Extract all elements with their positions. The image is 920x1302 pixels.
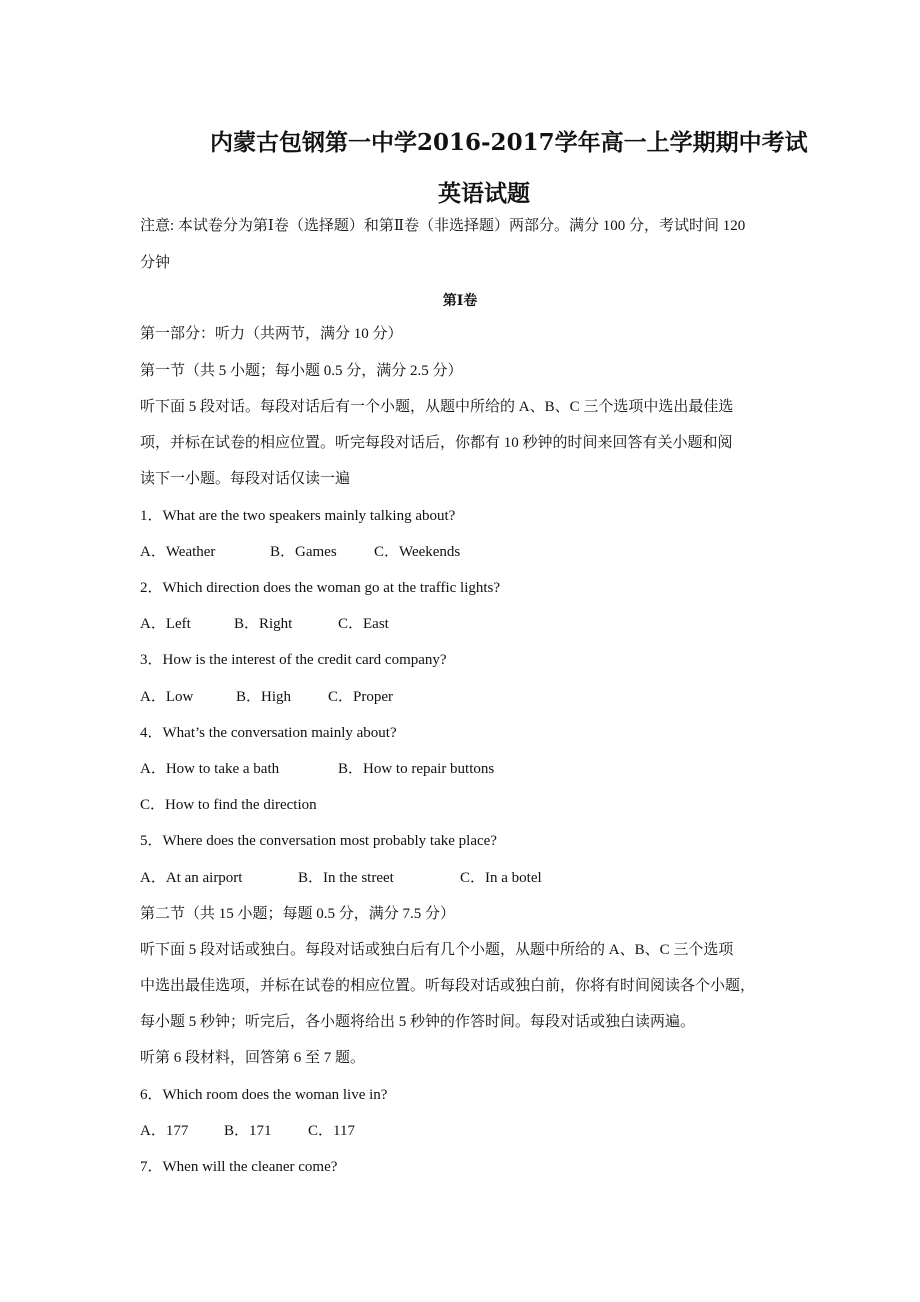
question-1-options [140, 542, 460, 562]
option-a: A．Left [140, 616, 191, 632]
section1-instructions-3: 读下一小题。每段对话仅读一遍 [140, 471, 351, 487]
question-4-options-ab [140, 759, 494, 779]
section2-instructions-2: 中选出最佳选项，并标在试卷的相应位置。听每段对话或独白前，你将有时间阅读各个小题， [140, 978, 756, 994]
section1-instructions-1: 听下面 5 段对话。每段对话后有一个小题，从题中所给的 A、B、C 三个选项中选出最佳选 [140, 399, 734, 415]
option-b: B．High [236, 689, 292, 705]
notice-line-1: 注意: 本试卷分为第Ⅰ卷（选择题）和第Ⅱ卷（非选择题）两部分。满分 100 分，考试时间 120 [140, 218, 746, 234]
question-7-stem: 7．When will the cleaner come? [140, 1159, 338, 1175]
section2-instructions-3: 每小题 5 秒钟；听完后，各小题将给出 5 秒钟的作答时间。每段对话或独白读两遍。 [140, 1014, 696, 1030]
question-5-options [140, 868, 542, 888]
material-6-label: 听第 6 段材料，回答第 6 至 7 题。 [140, 1050, 366, 1066]
part1-heading: 第一部分：听力（共两节，满分 10 分） [140, 326, 403, 342]
question-2-options [140, 614, 389, 634]
question-2-stem: 2．Which direction does the woman go at the traffic lights? [140, 580, 501, 596]
question-4-option-c: C．How to find the direction [140, 797, 317, 813]
option-b: B．How to repair buttons [338, 761, 495, 777]
volume-label: 第Ⅰ卷 [442, 293, 478, 309]
section1-heading: 第一节（共 5 小题；每小题 0.5 分，满分 2.5 分） [140, 363, 463, 379]
option-a: A．Low [140, 689, 194, 705]
option-a: A．How to take a bath [140, 761, 280, 777]
question-4-stem: 4．What’s the conversation mainly about? [140, 725, 397, 741]
option-a: A．Weather [140, 544, 216, 560]
question-1-stem: 1．What are the two speakers mainly talking about? [140, 508, 456, 524]
question-6-stem: 6．Which room does the woman live in? [140, 1087, 388, 1103]
question-5-stem: 5．Where does the conversation most probably take place? [140, 833, 497, 849]
section2-instructions-1: 听下面 5 段对话或独白。每段对话或独白后有几个小题，从题中所给的 A、B、C 三个选项 [140, 942, 734, 958]
notice-line-2: 分钟 [140, 255, 171, 271]
section1-instructions-2: 项，并标在试卷的相应位置。听完每段对话后，你都有 10 秒钟的时间来回答有关小题和阅 [140, 435, 733, 451]
option-b: B．Right [234, 616, 293, 632]
question-6-options [140, 1121, 355, 1141]
exam-title: 内蒙古包钢第一中学2016-2017学年高一上学期期中考试 [210, 129, 808, 156]
question-3-options [140, 687, 393, 707]
option-c: C．In a botel [460, 870, 542, 886]
option-b: B．Games [270, 544, 337, 560]
exam-subtitle: 英语试题 [438, 180, 530, 207]
option-c: C．Weekends [374, 544, 461, 560]
option-a: A．177 [140, 1123, 189, 1139]
question-3-stem: 3．How is the interest of the credit card company? [140, 652, 447, 668]
option-b: B．171 [224, 1123, 272, 1139]
option-b: B．In the street [298, 870, 394, 886]
option-c: C．Proper [328, 689, 393, 705]
option-c: C．East [338, 616, 389, 632]
option-a: A．At an airport [140, 870, 243, 886]
option-c: C．117 [308, 1123, 355, 1139]
section2-heading: 第二节（共 15 小题；每题 0.5 分，满分 7.5 分） [140, 906, 456, 922]
